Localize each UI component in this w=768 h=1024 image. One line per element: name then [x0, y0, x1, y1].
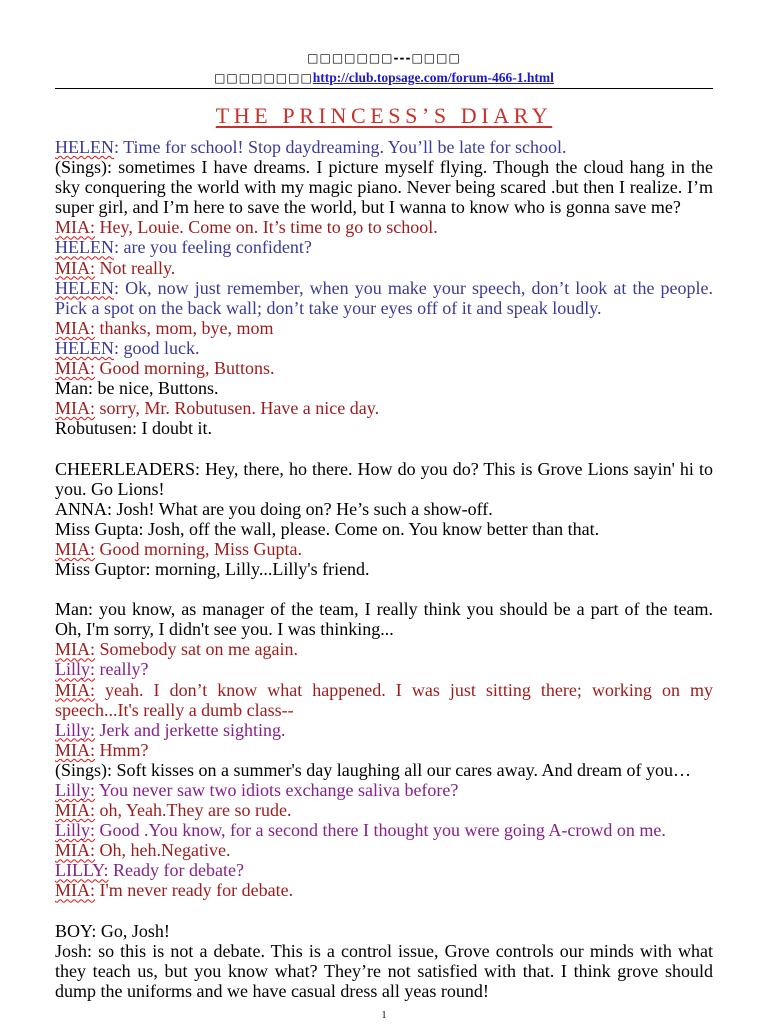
text-line — [55, 820, 713, 840]
line-text: : good luck. — [113, 337, 200, 358]
script-section — [55, 921, 713, 1001]
text-line — [55, 237, 713, 257]
text-line — [55, 177, 713, 197]
script-body — [55, 137, 713, 1001]
speaker-name: Lilly: — [55, 820, 95, 841]
document-title: THE PRINCESS’S DIARY — [215, 103, 553, 128]
line-text: Oh, I'm sorry, I didn't see you. I was thinking... — [55, 619, 394, 640]
text-line — [55, 599, 713, 619]
dialogue-entry — [55, 599, 713, 639]
speaker-name: Lilly: — [55, 659, 95, 680]
text-line — [55, 278, 713, 298]
line-text: they teach us, but you know what? They’re not satisfied with that. I think grove should — [55, 960, 713, 981]
speaker-name: MIA: — [55, 679, 95, 700]
line-text: Josh: so this is not a debate. This is a control issue, Grove controls our minds with what — [55, 940, 713, 961]
text-line — [55, 197, 713, 217]
text-line — [55, 961, 713, 981]
line-text: you. Go Lions! — [55, 478, 165, 499]
dialogue-entry — [55, 418, 713, 438]
text-line — [55, 780, 713, 800]
source-link[interactable]: http://club.topsage.com/forum-466-1.html — [312, 70, 554, 85]
dialogue-entry — [55, 860, 713, 880]
dialogue-entry — [55, 217, 713, 237]
line-text: Miss Guptor: morning, Lilly...Lilly's friend. — [55, 558, 370, 579]
speaker-name: Lilly: — [55, 780, 95, 800]
line-text: CHEERLEADERS: Hey, there, ho there. How do you do? This is Grove Lions sayin' hi to — [55, 458, 713, 479]
dialogue-entry — [55, 941, 713, 1001]
text-line — [55, 639, 713, 659]
speaker-name: Lilly: — [55, 719, 95, 740]
speaker-name: MIA: — [55, 800, 95, 821]
dialogue-entry — [55, 358, 713, 378]
script-section — [55, 599, 713, 900]
speaker-name: HELEN — [55, 137, 114, 157]
line-text: Man: you know, as manager of the team, I really think you should be a part of the team. — [55, 599, 713, 620]
dialogue-entry — [55, 720, 713, 740]
header-line-2 — [55, 70, 713, 86]
line-text: Pick a spot on the back wall; don’t take your eyes off of it and speak loudly. — [55, 297, 602, 318]
speaker-name: MIA: — [55, 257, 95, 278]
speaker-name: MIA: — [55, 358, 95, 379]
speaker-name: MIA: — [55, 639, 95, 660]
text-line — [55, 740, 713, 760]
line-text: Good morning, Buttons. — [95, 358, 275, 379]
line-text: BOY: Go, Josh! — [55, 920, 170, 941]
text-line — [55, 298, 713, 318]
speaker-name: HELEN — [55, 237, 114, 258]
line-text: speech...It's really a dumb class-- — [55, 699, 294, 720]
line-text: : Ok, now just remember, when you make your speech, don’t look at the people. — [113, 277, 713, 298]
line-text: I'm never ready for debate. — [95, 880, 294, 901]
text-line — [55, 157, 713, 177]
line-text: Hmm? — [95, 739, 149, 760]
text-line — [55, 840, 713, 860]
dialogue-entry — [55, 800, 713, 820]
document-title-block — [55, 103, 713, 129]
dialogue-entry — [55, 519, 713, 539]
line-text: Robutusen: I doubt it. — [55, 418, 212, 439]
speaker-name: MIA: — [55, 538, 95, 559]
script-section — [55, 459, 713, 580]
line-text: yeah. I don’t know what happened. I was just sitting there; working on my — [95, 679, 713, 700]
dialogue-entry — [55, 459, 713, 499]
text-line — [55, 258, 713, 278]
text-line — [55, 378, 713, 398]
dialogue-entry — [55, 820, 713, 840]
text-line — [55, 137, 713, 157]
dialogue-entry — [55, 880, 713, 900]
text-line — [55, 760, 713, 780]
line-text: thanks, mom, bye, mom — [95, 317, 274, 338]
dialogue-entry — [55, 258, 713, 278]
text-line — [55, 519, 713, 539]
speaker-name: MIA: — [55, 840, 95, 861]
text-line — [55, 700, 713, 720]
speaker-name: MIA: — [55, 317, 95, 338]
text-line — [55, 921, 713, 941]
text-line — [55, 479, 713, 499]
text-line — [55, 338, 713, 358]
text-line — [55, 680, 713, 700]
line-text: Somebody sat on me again. — [95, 639, 298, 660]
speaker-name: MIA: — [55, 739, 95, 760]
dialogue-entry — [55, 278, 713, 318]
text-line — [55, 800, 713, 820]
line-text: Not really. — [95, 257, 176, 278]
line-text: really? — [95, 659, 149, 680]
dialogue-entry — [55, 499, 713, 519]
text-line — [55, 559, 713, 579]
dialogue-entry — [55, 318, 713, 338]
line-text: Man: be nice, Buttons. — [55, 378, 219, 399]
dialogue-entry — [55, 680, 713, 720]
text-line — [55, 398, 713, 418]
line-text: : are you feeling confident? — [113, 237, 312, 258]
text-line — [55, 659, 713, 679]
line-text: oh, Yeah.They are so rude. — [95, 800, 292, 821]
script-section — [55, 137, 713, 438]
dialogue-entry — [55, 137, 713, 157]
line-text: (Sings): Soft kisses on a summer's day laughing all our cares away. And dream of you… — [55, 759, 691, 780]
line-text: dump the uniforms and we have casual dress all yeas round! — [55, 980, 489, 1001]
text-line — [55, 860, 713, 880]
speaker-name: MIA: — [55, 398, 95, 419]
dialogue-entry — [55, 157, 713, 217]
line-text: You never saw two idiots exchange saliva before? — [95, 780, 459, 800]
text-line — [55, 459, 713, 479]
header-rule — [55, 88, 713, 89]
line-text: Good .You know, for a second there I thought you were going A-crowd on me. — [95, 820, 666, 841]
line-text: Ready for debate? — [108, 860, 244, 881]
dialogue-entry — [55, 840, 713, 860]
text-line — [55, 981, 713, 1001]
speaker-name: MIA: — [55, 217, 95, 238]
dialogue-entry — [55, 237, 713, 257]
text-line — [55, 880, 713, 900]
dialogue-entry — [55, 378, 713, 398]
text-line — [55, 539, 713, 559]
line-text: Jerk and jerkette sighting. — [95, 719, 286, 740]
speaker-name: HELEN — [55, 277, 114, 298]
line-text: sky conquering the world with my magic piano. Never being scared .but then I realize. I’m — [55, 177, 713, 198]
line-text: Good morning, Miss Gupta. — [95, 538, 302, 559]
dialogue-entry — [55, 780, 713, 800]
line-text: sorry, Mr. Robutusen. Have a nice day. — [95, 398, 380, 419]
speaker-name: MIA: — [55, 880, 95, 901]
line-text: ANNA: Josh! What are you doing on? He’s such a show-off. — [55, 498, 493, 519]
line-text: : Time for school! Stop daydreaming. You’ll be late for school. — [113, 137, 567, 157]
text-line — [55, 318, 713, 338]
page-number: 1 — [381, 1010, 387, 1021]
line-text: Oh, heh.Negative. — [95, 840, 231, 861]
text-line — [55, 941, 713, 961]
line-text: super girl, and I’m here to save the world, but I wanna to know who is gonna save me? — [55, 197, 681, 218]
speaker-name: HELEN — [55, 337, 114, 358]
header-line-1: □□□□□□□---□□□□ — [307, 51, 461, 65]
line-text: (Sings): sometimes I have dreams. I picture myself flying. Though the cloud hang in the — [55, 157, 713, 178]
dialogue-entry — [55, 559, 713, 579]
dialogue-entry — [55, 539, 713, 559]
header-prefix: □□□□□□□□ — [214, 71, 313, 85]
text-line — [55, 217, 713, 237]
dialogue-entry — [55, 760, 713, 780]
line-text: Hey, Louie. Come on. It’s time to go to school. — [95, 217, 438, 238]
dialogue-entry — [55, 338, 713, 358]
dialogue-entry — [55, 921, 713, 941]
text-line — [55, 720, 713, 740]
line-text: Miss Gupta: Josh, off the wall, please. Come on. You know better than that. — [55, 518, 600, 539]
text-line — [55, 619, 713, 639]
dialogue-entry — [55, 659, 713, 679]
dialogue-entry — [55, 398, 713, 418]
text-line — [55, 418, 713, 438]
text-line — [55, 499, 713, 519]
dialogue-entry — [55, 740, 713, 760]
text-line — [55, 358, 713, 378]
speaker-name: LILLY: — [55, 860, 109, 881]
dialogue-entry — [55, 639, 713, 659]
